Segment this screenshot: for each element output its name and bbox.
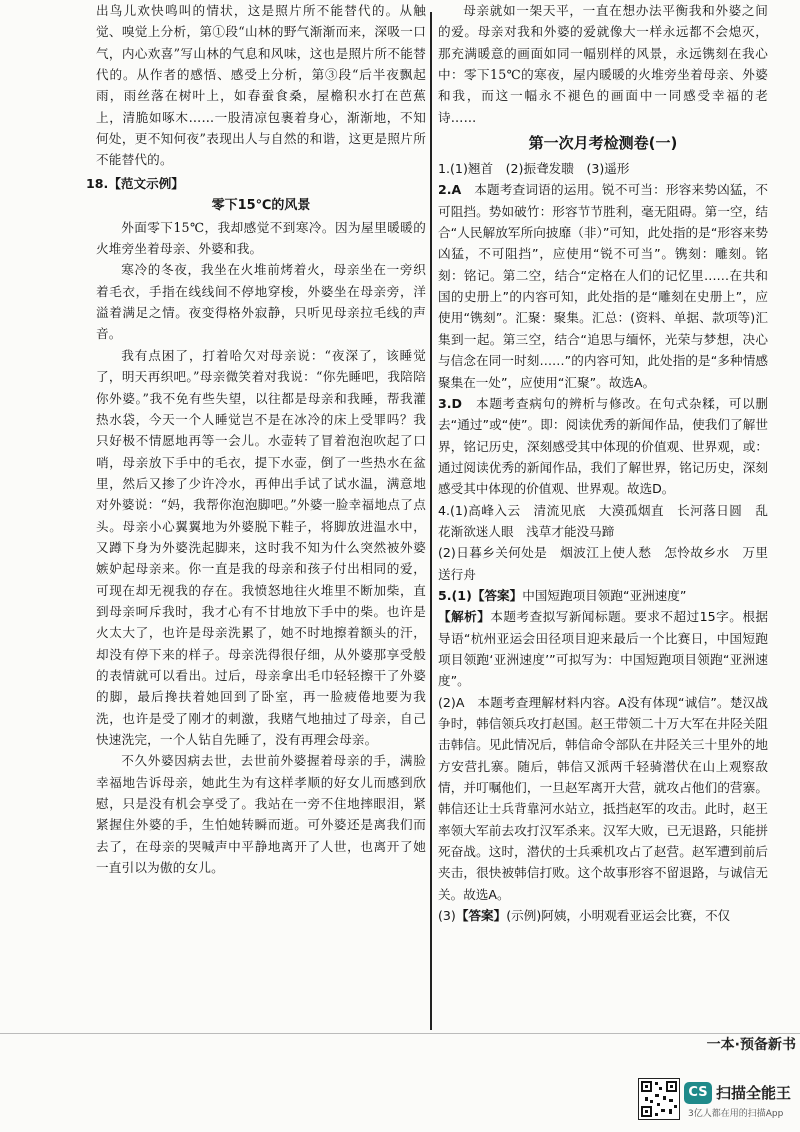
answer-q5-headline: 中国短跑项目领跑“亚洲速度” (522, 587, 687, 603)
answer-q2-number: 2.A (438, 182, 462, 198)
answer-q5-analysis (438, 606, 768, 691)
exam-title: 第一次月考检测卷(一) (528, 134, 678, 153)
sample-label: 【范文示例】 (108, 175, 184, 191)
scanner-tagline: 3亿人都在用的扫描App (688, 1109, 784, 1119)
essay-paragraph-4: 不久外婆因病去世，去世前外婆握着母亲的手，满脸幸福地告诉母亲，她此生为有这样孝顺的好女儿而感到欣慰，只是没有机会享受了。我站在一旁不住地摔眼泪，紧紧握住外婆的手，生怕她转瞬而逝。可外婆还是离我们而去了，在母亲的哭喊声中平静地离开了人世，也离开了她一直引以为傲的女儿。 (96, 753, 426, 876)
essay-title: 零下15℃的风景 (211, 197, 311, 213)
answer-q4-1: 4.(1)高峰入云 清流见底 大漠孤烟直 长河落日圆 乱花渐欲迷人眼 浅草才能没马蹄 (438, 502, 768, 539)
analysis-text: 本题考查拟写新闻标题。要求不超过15字。根据导语“杭州亚运会田径项目迎来最后一个比赛日，中国短跑项目领跑‘亚洲速度’”可拟写为：中国短跑项目领跑“亚洲速度”。 (438, 609, 768, 689)
answer-q1: 1.(1)翘首 (2)振聋发聩 (3)遥形 (438, 161, 630, 177)
answer-q5-number: 5.(1) (438, 587, 472, 603)
left-column (86, 0, 426, 1132)
answer-q3 (438, 393, 768, 500)
answer-q5-3 (438, 905, 768, 926)
answer-q3-number: 3.D (438, 395, 463, 411)
answer-q4-2: (2)日暮乡关何处是 烟波江上使人愁 怎怜故乡水 万里送行舟 (438, 545, 768, 582)
qr-code-icon (638, 1078, 680, 1120)
answer-q5-3-prefix: (3) (438, 908, 456, 924)
essay-paragraph-5: 母亲就如一架天平，一直在想办法平衡我和外婆之间的爱。母亲对我和外婆的爱就像大一样永远都不会熄灭，那充满暖意的画面如同一幅别样的风景，永远镌刻在我心中：零下15℃的寒夜，屋内暖暖的火堆旁坐着母亲、外婆和我，而这一幅永不褪色的画面中一同感受幸福的老诗…… (438, 3, 768, 125)
answer-q3-text: 本题考查病句的辨析与修改。在句式杂糅，可以删去“通过”或“使”。即：阅读优秀的新闻作品，使我们了解世界，铭记历史，深刻感受其中体现的价值观、世界观，或：通过阅读优秀的新闻作品，我们了解世界，铭记历史，深刻感受其中体现的价值观、世界观。故选D。 (438, 395, 769, 497)
column-divider (430, 12, 432, 1030)
analysis-label: 【解析】 (438, 609, 491, 625)
footer-brand: 一本·预备新书 (706, 1037, 796, 1053)
answer-q2-text: 本题考查词语的运用。锐不可当：形容来势凶猛，不可阻挡。势如破竹：形容节节胜利，毫无阻碍。第一空，结合“人民解放军所向披靡（非）”可知，此处指的是“形容来势凶猛，不可阻挡”，应使用“锐不可当”。镌刻：雕刻。铭刻：铭记。第二空，结合“定格在人们的记忆里……在共和国的史册上”的内容可知，此处指的是“雕刻在史册上”，应使用“镌刻”。汇聚：聚集。汇总：(资料、单据、款项等)汇集到一起。第三空，结合“追思与缅怀，光荣与梦想，决心与信念在同一时刻……”的内容可知，此处指的是“多种情感聚集在一处”，应使用“汇聚”。故选A。 (438, 182, 769, 390)
answer-q5-1 (438, 585, 768, 606)
paragraph-analysis: 出鸟儿欢快鸣叫的情状，这是照片所不能替代的。从触觉、嗅觉上分析，第①段“山林的野气渐渐而来，深吸一口气，内心欢喜”写山林的气息和风味，这也是照片所不能替代的。从作者的感悟、感受上分析，第③段“后半夜飘起雨，雨丝落在树叶上，如春蚕食桑，屋檐积水打在芭蕉上，清脆如啄木……一股清凉包裹着身心，渐渐地，不知何处，更不知何夜”表现出人与自然的和谐，这更是照片所不能替代的。 (96, 3, 426, 168)
answer-label: 【答案】 (471, 587, 523, 603)
right-column (438, 0, 768, 1132)
question-18-header (86, 173, 426, 195)
question-number: 18. (86, 175, 109, 191)
essay-paragraph-2: 寒冷的冬夜，我坐在火堆前烤着火，母亲坐在一旁织着毛衣，手指在线线间不停地穿梭，外婆坐在母亲旁，洋溢着满足之情。夜变得格外寂静，只听见母亲拉毛线的声音。 (96, 262, 426, 342)
essay-paragraph-1: 外面零下15℃，我却感觉不到寒冷。因为屋里暖暖的火堆旁坐着母亲、外婆和我。 (96, 219, 426, 257)
scanner-app-name: 扫描全能王 (716, 1084, 792, 1102)
footer-divider (0, 1033, 800, 1034)
answer-q5-3-text: (示例)阿姨，小明观看亚运会比赛，不仅 (506, 908, 731, 924)
answer-q2 (438, 179, 768, 392)
answer-label-2: 【答案】 (455, 908, 507, 924)
answer-q5-2: (2)A 本题考查理解材料内容。A没有体现“诚信”。楚汉战争时，韩信领兵攻打赵国。赵王带领二十万大军在井陉关阻击韩信。见此情况后，韩信命令部队在井陉关三十里外的地方安营扎寨。随后，韩信又派两千轻骑潜伏在山上观察敌情，并叮嘱他们，一旦赵军离开大营，就攻占他们的营寨。韩信还让士兵背靠河水站立，抵挡赵军的攻击。此时，赵王率领大军前去攻打汉军杀来。汉军大败，已无退路，只能拼死奋战。这时，潜伏的士兵乘机攻占了赵营。赵军遭到前后夹击，很快被韩信打败。这个故事形容不留退路，与诚信无关。故选A。 (438, 694, 768, 902)
camscanner-logo-icon: CS (684, 1082, 712, 1104)
essay-paragraph-3: 我有点困了，打着哈欠对母亲说：“夜深了，该睡觉了，明天再织吧。”母亲微笑着对我说：“你先睡吧，我陪陪你外婆。”我不免有些失望，以往都是母亲和我睡，帮我灌热水袋，今天一个人睡觉岂不是在冰冷的床上受罪吗？我只好极不情愿地再等一会儿。水壶转了冒着泡泡吹起了口哨，母亲放下手中的毛衣，提下水壶，倒了一些热水在盆里，然后又掺了少许冷水，再伸出手试了试水温，满意地对外婆说：“妈，我帮你泡泡脚吧。”外婆一脸幸福地点了点头。母亲小心翼翼地为外婆脱下鞋子，将脚放进温水中，又蹲下身为外婆洗起脚来，这时我不知为什么突然被外婆嫉妒起母亲来。你一直是我的母亲和孩子付出相同的爱，可现在却无视我的存在。我愤怒地往火堆里不断加柴，直到母亲呵斥我时，我才心有不甘地放下手中的柴。也许是火太大了，也许是母亲洗累了，她不时地擦着额头的汗，却没有停下来的样子。母亲洗得很仔细，从外婆那享受般的表情就可以看出。过后，母亲拿出毛巾轻轻擦干了外婆的脚，最后搀扶着她回到了卧室，再一脸疲倦地要为我洗，也许是受了刚才的刺激，我赌气地抽过了母亲，自己快速洗完，一个人钻自先睡了，没有再理会母亲。 (96, 347, 426, 747)
